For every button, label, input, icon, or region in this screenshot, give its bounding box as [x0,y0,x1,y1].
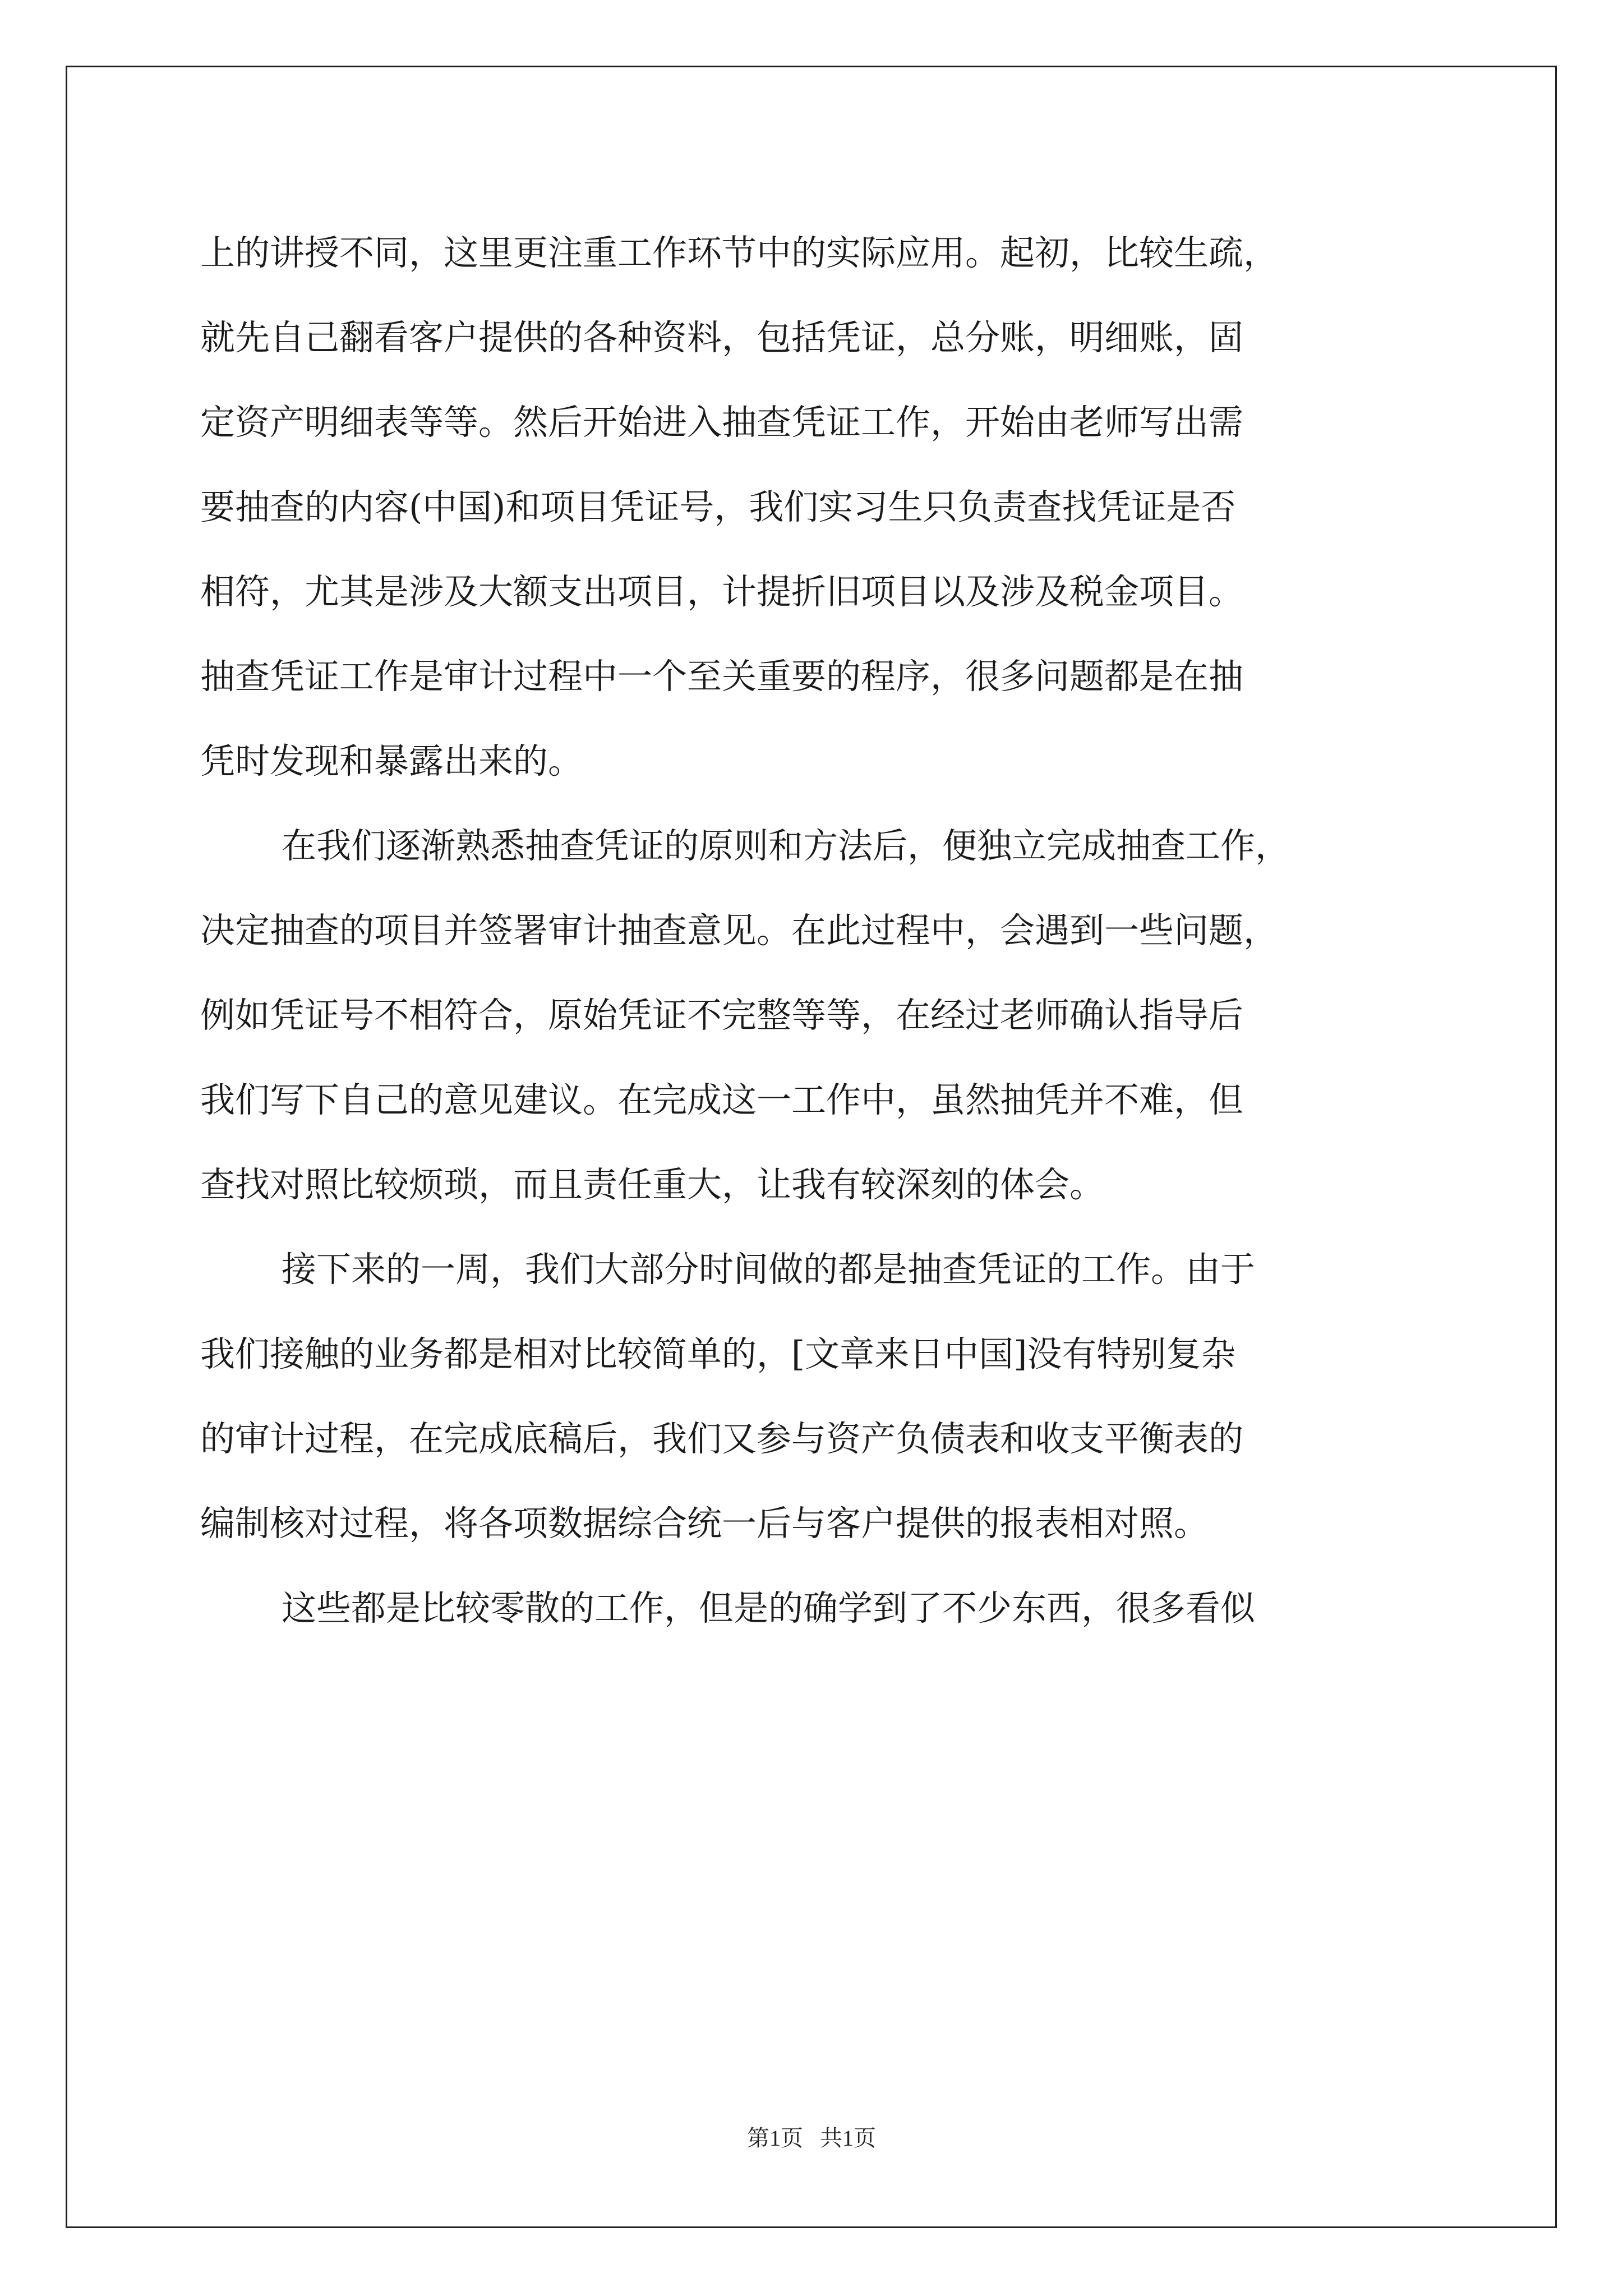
text-line: 决定抽查的项目并签署审计抽查意见。在此过程中，会遇到一些问题， [200,910,1279,951]
text-line: 凭时发现和暴露出来的。 [200,740,583,781]
text-line: 抽查凭证工作是审计过程中一个至关重要的程序，很多问题都是在抽 [200,656,1244,697]
text-line: 相符，尤其是涉及大额支出项目，计提折旧项目以及涉及税金项目。 [200,571,1244,612]
text-line: 我们写下自己的意见建议。在完成这一工作中，虽然抽凭并不难，但 [200,1079,1244,1120]
text-line: 就先自己翻看客户提供的各种资料，包括凭证，总分账，明细账，固 [200,317,1244,358]
document-body [200,210,1434,1650]
paragraph-first-line: 接下来的一周，我们大部分时间做的都是抽查凭证的工作。由于 [282,1249,1256,1290]
text-line: 上的讲授不同，这里更注重工作环节中的实际应用。起初，比较生疏， [200,232,1279,273]
text-line: 编制核对过程，将各项数据综合统一后与客户提供的报表相对照。 [200,1503,1209,1544]
paragraph-first-line: 在我们逐渐熟悉抽查凭证的原则和方法后，便独立完成抽查工作， [282,825,1290,866]
text-line: 要抽查的内容(中国)和项目凭证号，我们实习生只负责查找凭证是否 [200,486,1236,527]
page-footer: 第1页 共1页 [747,2125,876,2151]
text-line: 的审计过程，在完成底稿后，我们又参与资产负债表和收支平衡表的 [200,1418,1244,1459]
text-line: 我们接触的业务都是相对比较简单的，[文章来日中国]没有特别复杂 [200,1333,1236,1374]
paragraph-first-line: 这些都是比较零散的工作，但是的确学到了不少东西，很多看似 [282,1588,1256,1628]
text-line: 查找对照比较烦琐，而且责任重大，让我有较深刻的体会。 [200,1164,1105,1205]
text-line: 定资产明细表等等。然后开始进入抽查凭证工作，开始由老师写出需 [200,402,1244,443]
text-line: 例如凭证号不相符合，原始凭证不完整等等，在经过老师确认指导后 [200,995,1244,1036]
